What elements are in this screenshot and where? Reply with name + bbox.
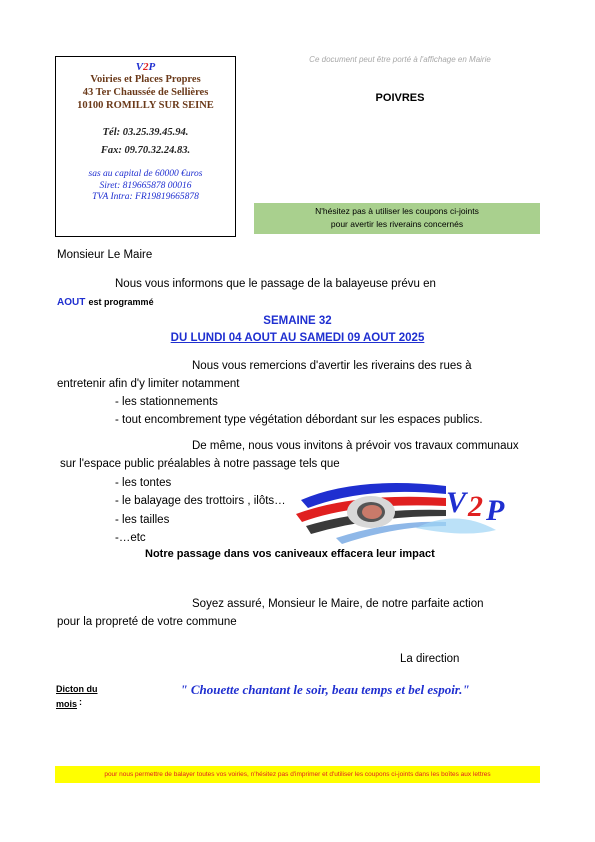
dicton-separator: : <box>79 697 82 707</box>
company-address-line1: 43 Ter Chaussée de Sellières <box>82 87 209 98</box>
logo-letter-v: V <box>446 486 467 519</box>
list-item: - les stationnements <box>115 396 218 408</box>
company-fax: Fax: 09.70.32.24.83. <box>100 145 191 156</box>
impact-statement: Notre passage dans vos caniveaux effacera leur impact <box>145 548 435 560</box>
logo-letter-p: P <box>486 494 505 527</box>
company-capital: sas au capital de 60000 €uros <box>88 169 203 179</box>
coupon-reminder-line1: N'hésitez pas à utiliser les coupons ci-joints <box>315 206 479 216</box>
signature: La direction <box>400 653 460 665</box>
month-line <box>57 295 154 310</box>
display-notice: Ce document peut être porté à l'affichage en Mairie <box>309 55 491 64</box>
v2p-logo <box>296 468 526 548</box>
logo-letter-2: 2 <box>468 490 483 523</box>
company-address-line2: 10100 ROMILLY SUR SEINE <box>77 100 214 111</box>
company-brand <box>56 61 235 73</box>
coupon-reminder-line2: pour avertir les riverains concernés <box>330 219 464 229</box>
week-number: SEMAINE 32 <box>263 315 332 327</box>
thanks-line1: Nous vous remercions d'avertir les riverains des rues à <box>192 360 472 372</box>
list-item: - les tontes <box>115 477 172 489</box>
intro-text: Nous vous informons que le passage de la balayeuse prévu en <box>115 278 436 290</box>
week-dates: DU LUNDI 04 AOUT AU SAMEDI 09 AOUT 2025 <box>170 332 425 344</box>
company-tel: Tél: 03.25.39.45.94. <box>102 127 189 138</box>
salutation: Monsieur Le Maire <box>57 249 153 261</box>
thanks-line2: entretenir afin d'y limiter notamment <box>57 378 240 390</box>
brand-suffix: P <box>148 61 156 73</box>
company-info-box <box>55 56 236 237</box>
programmed-label: est programmé <box>88 297 154 307</box>
closing-line2: pour la propreté de votre commune <box>57 616 237 628</box>
coupon-reminder-box <box>254 203 540 234</box>
dicton-label-line1: Dicton du <box>56 684 98 694</box>
commune-name: POIVRES <box>375 92 425 104</box>
brand-accent: 2 <box>143 61 149 73</box>
closing-line1: Soyez assuré, Monsieur le Maire, de notre parfaite action <box>192 598 484 610</box>
invite-line2: sur l'espace public préalables à notre passage tels que <box>60 458 340 470</box>
invite-line1: De même, nous vous invitons à prévoir vos travaux communaux <box>192 440 519 452</box>
brand-prefix: V <box>135 61 144 73</box>
dicton-label <box>56 682 116 712</box>
list-item: - les tailles <box>115 514 170 526</box>
company-siret: Siret: 819665878 00016 <box>99 180 192 191</box>
month-name: AOUT <box>57 297 86 308</box>
footer-banner: pour nous permettre de balayer toutes vos voiries, n'hésitez pas d'imprimer et d'utiliser les coupons ci-joints dans les boîtes aux lettres <box>55 766 540 783</box>
dicton-label-line2: mois <box>56 699 78 709</box>
company-name: Voiries et Places Propres <box>90 74 201 85</box>
list-item: - le balayage des trottoirs , ilôts… <box>115 495 286 507</box>
company-tva: TVA Intra: FR19819665878 <box>92 192 199 202</box>
list-item: -…etc <box>115 532 146 544</box>
week-dates-wrapper <box>55 332 540 344</box>
dicton-quote: " Chouette chantant le soir, beau temps et bel espoir." <box>180 682 470 697</box>
list-item: - tout encombrement type végétation débordant sur les espaces publics. <box>115 414 483 426</box>
